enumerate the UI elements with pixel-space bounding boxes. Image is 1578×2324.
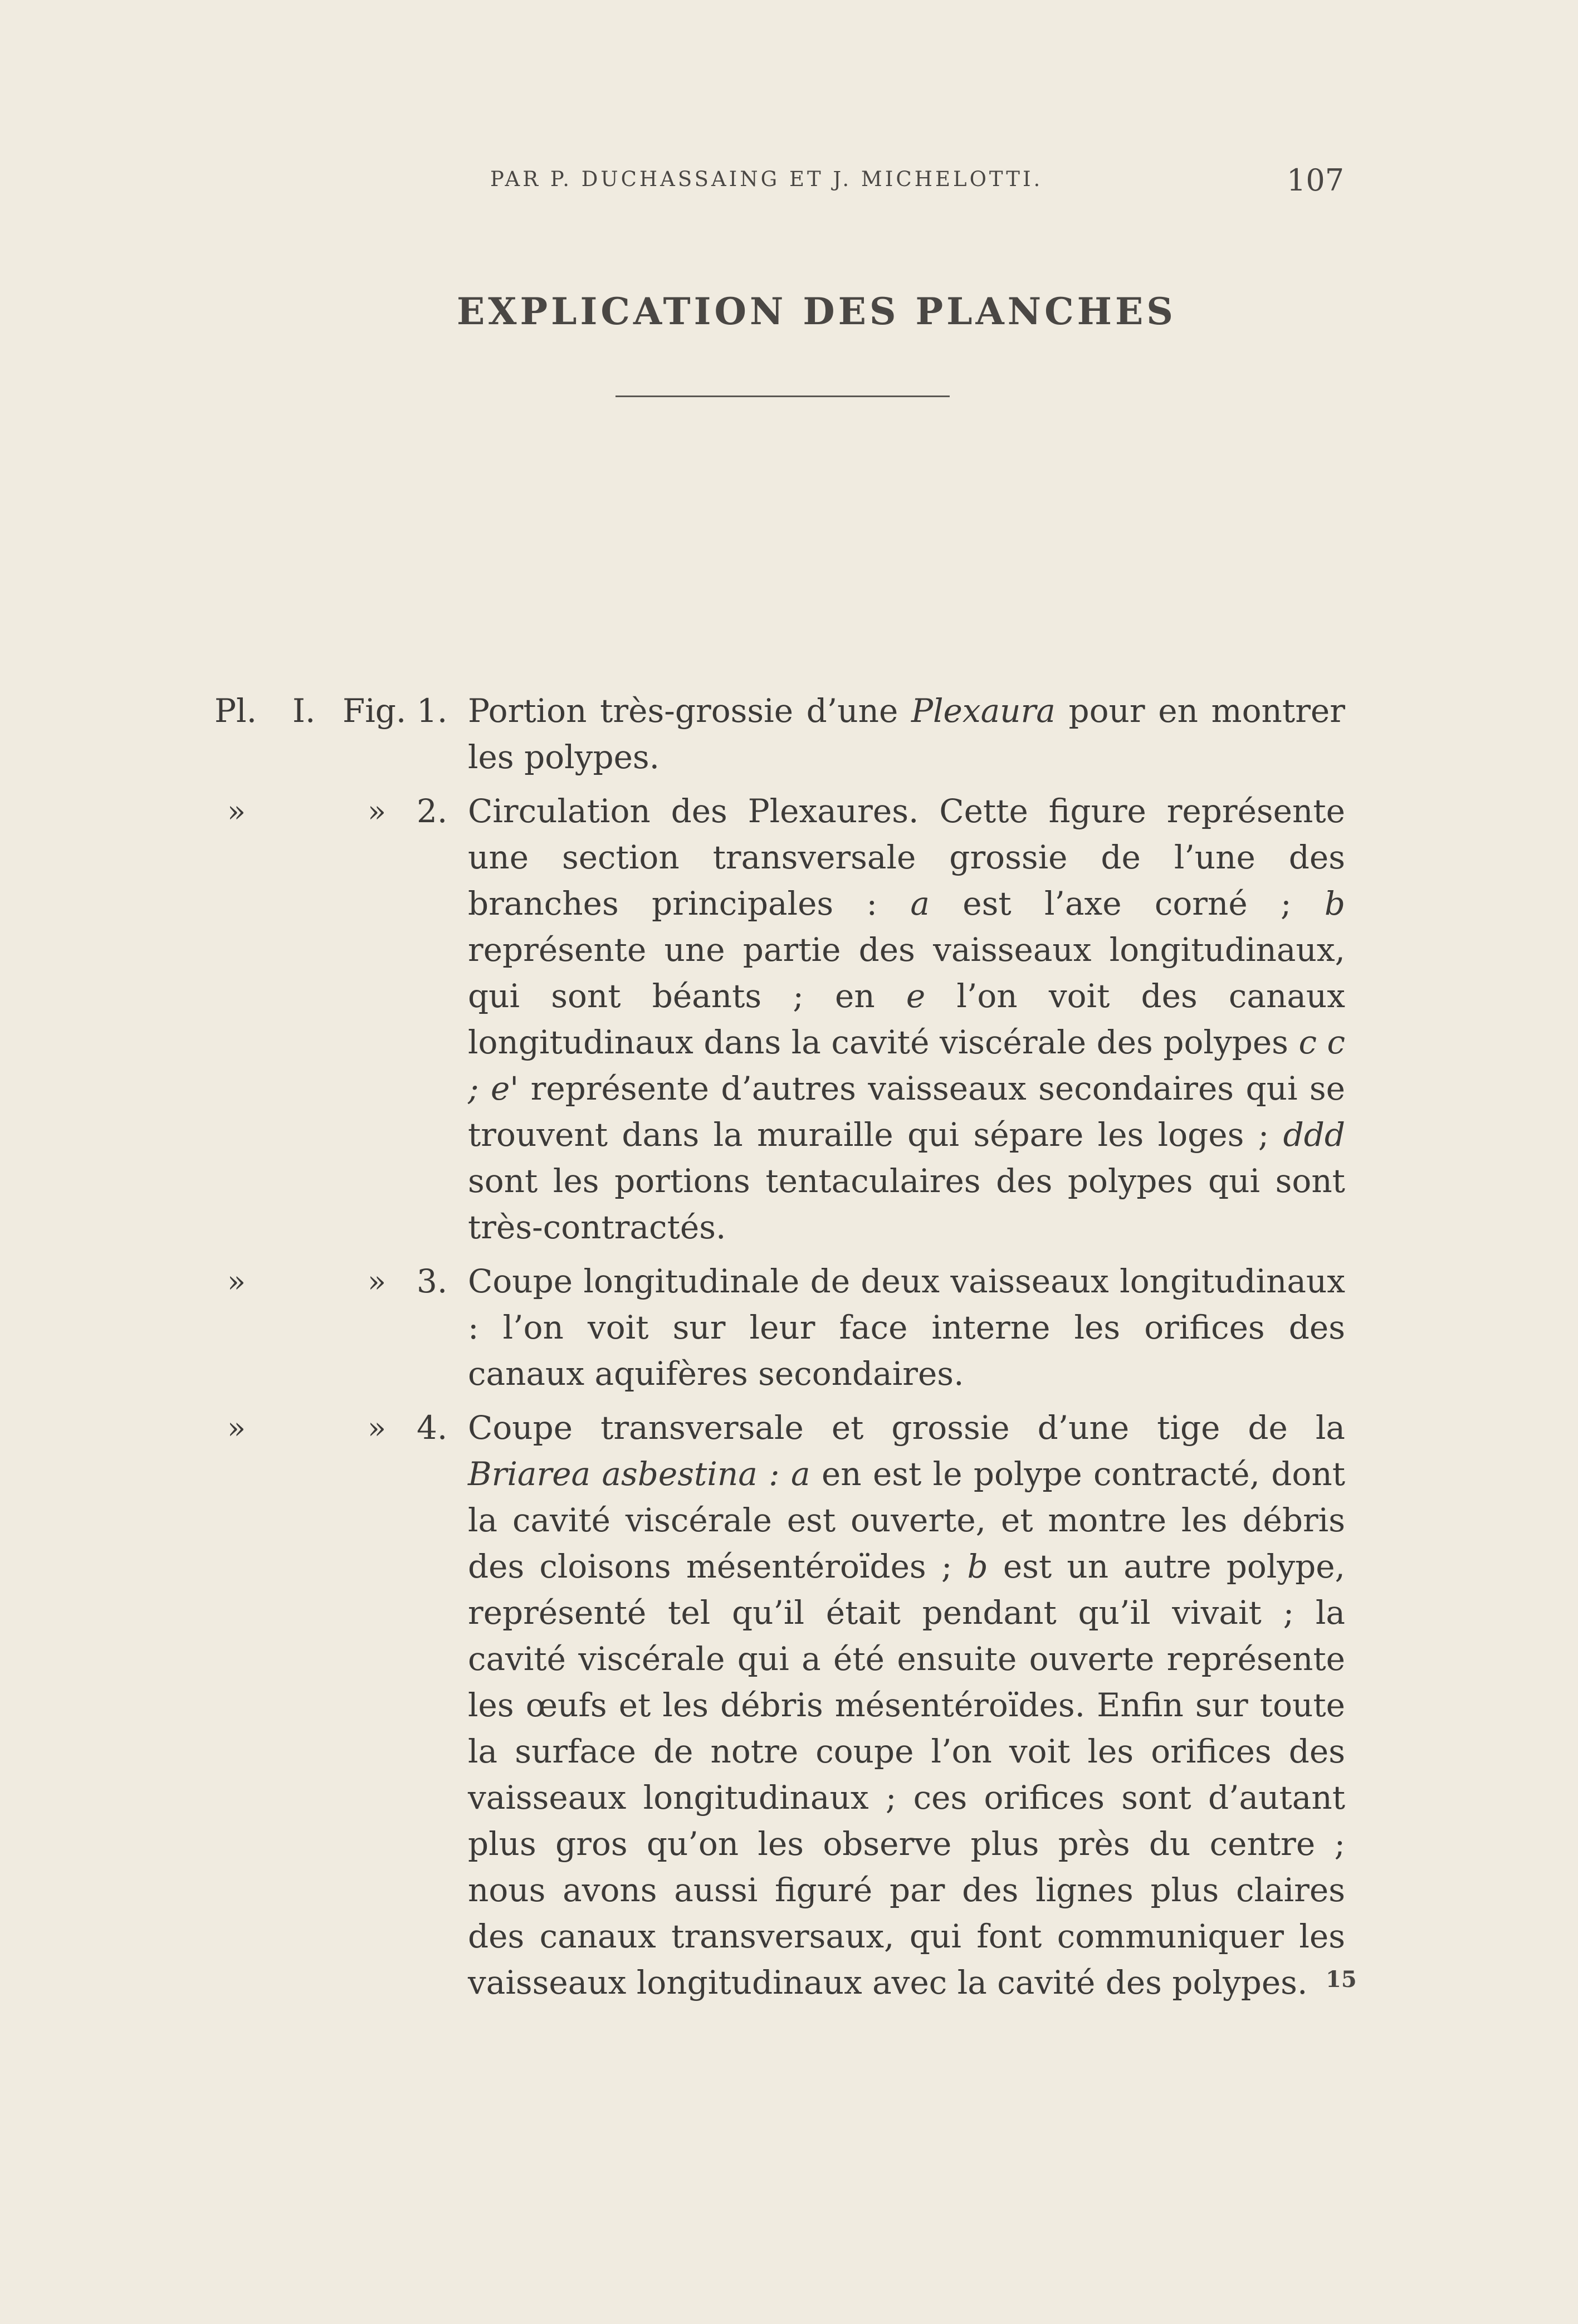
text-run: Circulation des Plexaures. Cette figure représente une section transversale grossie de l’une des branches principales :: [468, 792, 1345, 922]
page-number: 107: [1287, 163, 1345, 198]
text-run: représente d’autres vaisseaux secondaires qui se trouvent dans la muraille qui sépare les loges ;: [468, 1070, 1345, 1154]
italic-run: a: [791, 1455, 810, 1493]
entry-fig-2: [0, 788, 1578, 1251]
text-run: est l’axe corné ;: [929, 885, 1325, 922]
plate-label: Pl.: [214, 692, 257, 730]
italic-run: Briarea asbestina :: [468, 1455, 780, 1493]
plate-reference: [214, 688, 406, 734]
figure-number: 4.: [417, 1409, 448, 1447]
ditto-mark: »: [227, 1264, 246, 1299]
entry-fig-4: [0, 1405, 1578, 2006]
italic-run: b: [967, 1547, 988, 1585]
italic-run: ddd: [1283, 1116, 1345, 1154]
ditto-mark: »: [227, 794, 246, 829]
text-run: pour en montrer les polypes.: [468, 692, 1345, 776]
ditto-mark: »: [368, 1410, 387, 1446]
title-rule: [615, 396, 950, 397]
text-run: l’on voit des canaux longitudinaux dans la cavité viscérale des polypes: [468, 977, 1345, 1061]
running-head: PAR P. DUCHASSAING ET J. MICHELOTTI.: [490, 167, 1043, 191]
figure-number: 3.: [417, 1262, 448, 1300]
italic-run: b: [1324, 885, 1345, 922]
entry-text: [468, 1258, 1345, 1397]
text-run: représente une partie des vaisseaux longitudinaux, qui sont béants ; en: [468, 931, 1345, 1015]
figure-number: 1.: [417, 692, 448, 730]
entry-text: [468, 1405, 1345, 2006]
italic-run: e: [906, 977, 926, 1015]
figure-label: Fig.: [343, 692, 407, 730]
entry-fig-1: [0, 688, 1578, 780]
ditto-mark: »: [227, 1410, 246, 1446]
entry-fig-3: [0, 1258, 1578, 1397]
plate-explanations: [0, 688, 1578, 2014]
text-run: Coupe longitudinale de deux vaisseaux longitudinaux : l’on voit sur leur face interne les orifices des canaux aquifères secondaires.: [468, 1262, 1345, 1393]
figure-number: 2.: [417, 792, 448, 830]
text-run: Coupe transversale et grossie d’une tige de la: [468, 1409, 1345, 1447]
plate-number: I.: [292, 692, 316, 730]
page-title: EXPLICATION DES PLANCHES: [457, 290, 1176, 333]
ditto-mark: »: [368, 1264, 387, 1299]
signature-mark: 15: [1326, 1966, 1357, 1993]
text-run: Portion très-grossie d’une: [468, 692, 911, 730]
text-run: sont les portions tentaculaires des polypes qui sont très-contractés.: [468, 1162, 1345, 1246]
text-run: est un autre polype, représenté tel qu’il était pendant qu’il vivait ; la cavité viscérale qui a été ensuite ouverte représente les œufs et les débris mésentéroïdes. Enfin sur toute la surface de notre coupe l’on voit les orifices des vaisseaux longitudinaux ; ces orifices sont d’autant plus gros qu’on les observe plus près du centre ; nous avons aussi figuré par des lignes plus claires des canaux transversaux, qui font communiquer les vaisseaux longitudinaux avec la cavité des polypes.: [468, 1547, 1345, 2001]
ditto-mark: »: [368, 794, 387, 829]
italic-run: Plexaura: [911, 692, 1056, 730]
italic-run: c c ; e': [468, 1023, 1345, 1107]
text-run: en est le polype contracté, dont la cavité viscérale est ouverte, et montre les débris des cloisons mésentéroïdes ;: [468, 1455, 1346, 1585]
italic-run: a: [910, 885, 930, 922]
entry-text: [468, 788, 1345, 1251]
text-run: [780, 1455, 791, 1493]
entry-text: [468, 688, 1345, 780]
